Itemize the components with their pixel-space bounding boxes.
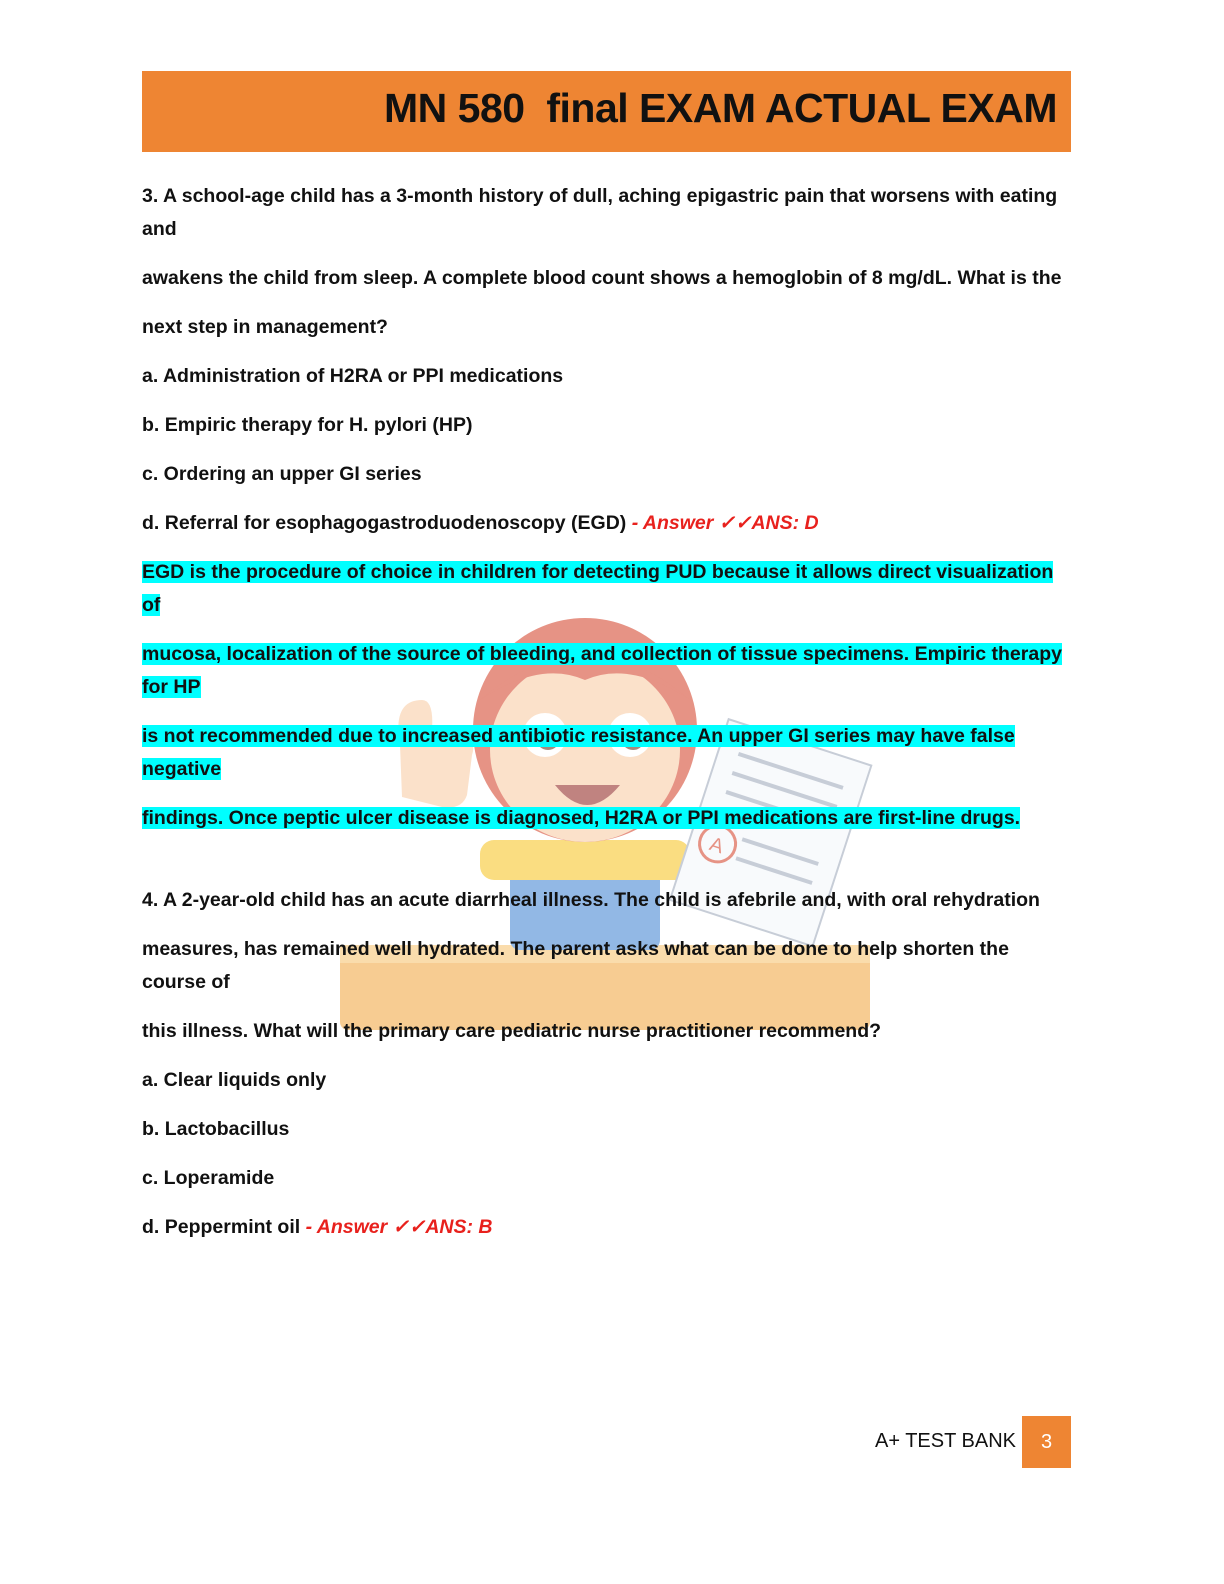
question-3-option-d-text: d. Referral for esophagogastroduodenoscopy (EGD) [142, 512, 627, 534]
rationale-text: mucosa, localization of the source of bleeding, and collection of tissue specimens. Empiric therapy for HP [142, 643, 1062, 698]
question-4-option-c: c. Loperamide [142, 1167, 275, 1189]
question-3-option-b: b. Empiric therapy for H. pylori (HP) [142, 414, 473, 436]
question-3-rationale-line-4 [142, 802, 1071, 835]
question-4-stem-line-1: 4. A 2-year-old child has an acute diarrheal illness. The child is afebrile and, with oral rehydration [142, 889, 1040, 911]
svg-text:A: A [706, 833, 727, 859]
rationale-text: EGD is the procedure of choice in children for detecting PUD because it allows direct visualization of [142, 561, 1054, 616]
header-bar [142, 71, 1071, 152]
question-4-option-b: b. Lactobacillus [142, 1118, 290, 1140]
rationale-text: findings. Once peptic ulcer disease is diagnosed, H2RA or PPI medications are first-line drugs. [142, 807, 1021, 829]
question-4-option-a: a. Clear liquids only [142, 1069, 327, 1091]
question-3-rationale-line-2 [142, 638, 1071, 704]
page-number: 3 [1022, 1416, 1071, 1468]
question-4-option-d [142, 1211, 1071, 1244]
question-3-option-c: c. Ordering an upper GI series [142, 463, 422, 485]
question-4-answer: Answer ✓✓ANS: B [316, 1216, 493, 1238]
question-3-rationale-line-3 [142, 720, 1071, 786]
question-4-stem-line-2: measures, has remained well hydrated. The parent asks what can be done to help shorten the course of [142, 938, 1009, 993]
answer-separator: - [626, 512, 643, 534]
question-4-stem-line-3: this illness. What will the primary care pediatric nurse practitioner recommend? [142, 1020, 882, 1042]
question-3-answer: Answer ✓✓ANS: D [642, 512, 819, 534]
question-3-stem-line-2: awakens the child from sleep. A complete blood count shows a hemoglobin of 8 mg/dL. What is the [142, 267, 1062, 289]
question-3-option-d [142, 507, 1071, 540]
question-3-rationale-line-1 [142, 556, 1071, 622]
question-3-stem-line-1: 3. A school-age child has a 3-month history of dull, aching epigastric pain that worsens with eating and [142, 185, 1058, 240]
answer-separator: - [300, 1216, 317, 1238]
question-4-option-d-text: d. Peppermint oil [142, 1216, 301, 1238]
question-3-option-a: a. Administration of H2RA or PPI medications [142, 365, 564, 387]
page-title: MN 580 final EXAM ACTUAL EXAM [384, 85, 1057, 131]
footer-label: A+ TEST BANK [875, 1430, 1016, 1452]
document-body [142, 180, 1071, 1244]
rationale-text: is not recommended due to increased antibiotic resistance. An upper GI series may have false negative [142, 725, 1015, 780]
question-3-stem-line-3: next step in management? [142, 316, 388, 338]
